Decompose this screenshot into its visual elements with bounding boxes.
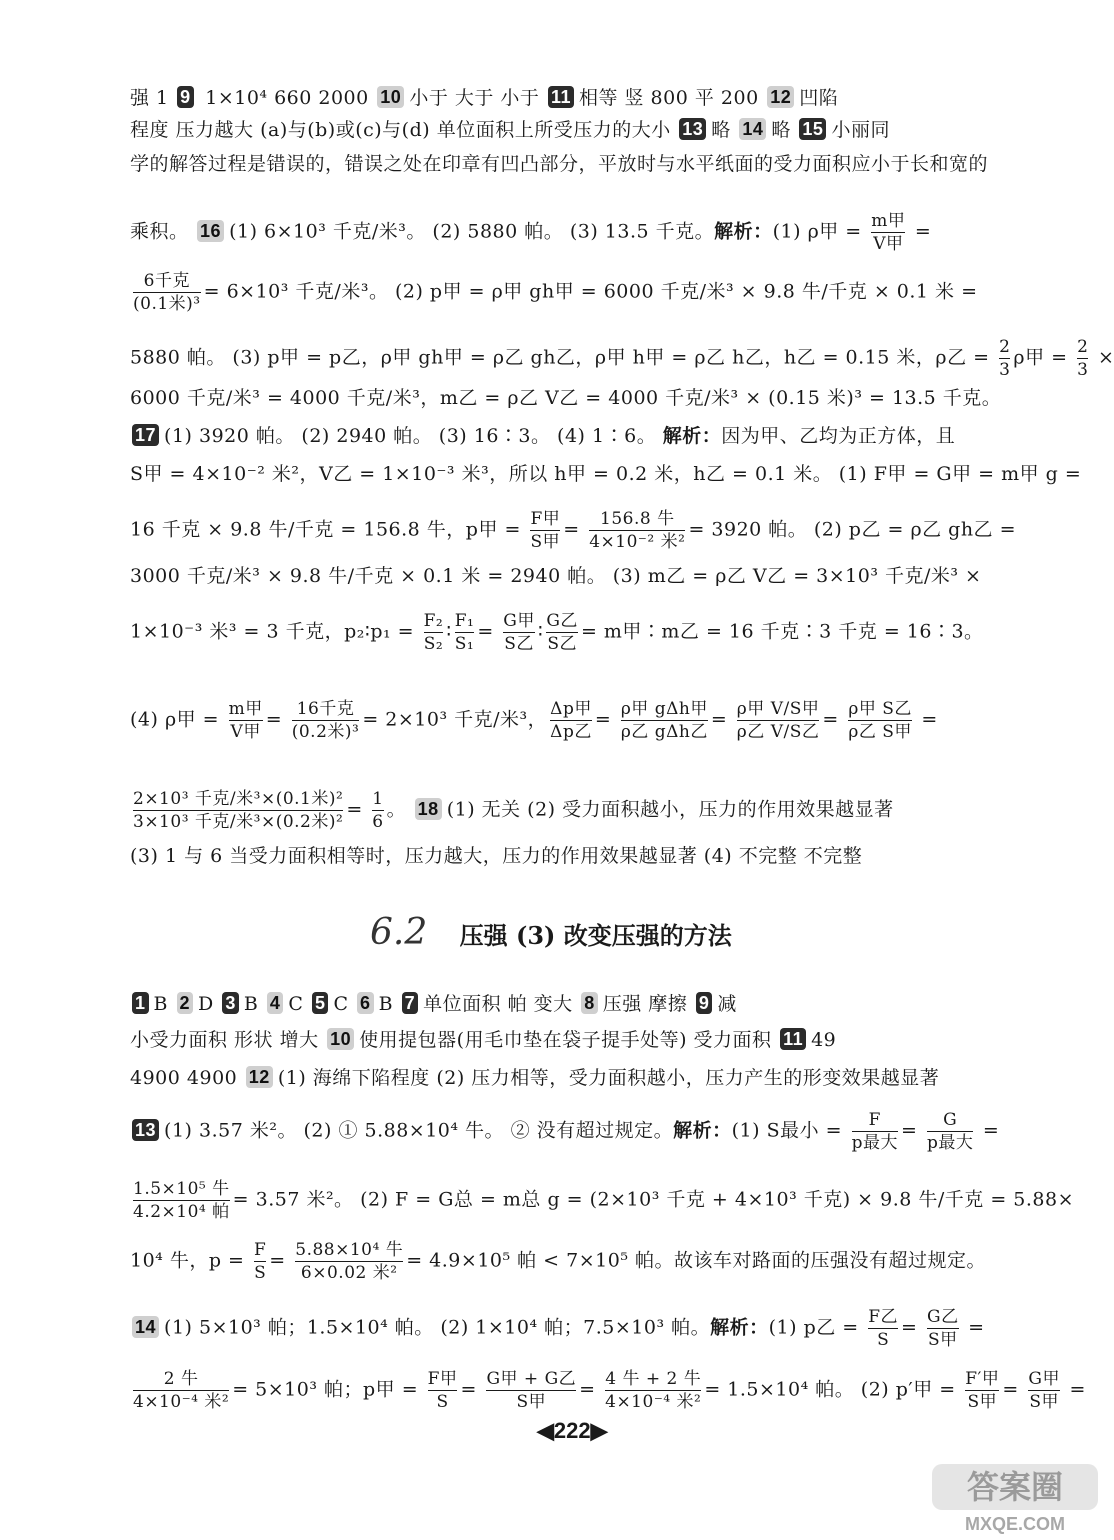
fraction	[868, 1306, 898, 1351]
text-run: 略	[771, 119, 798, 141]
text-run: C	[333, 993, 356, 1015]
text-line	[130, 508, 1015, 553]
text-run: 因为甲、乙均为正方体，且	[721, 425, 956, 447]
fraction-numerator: 1.5×10⁵ 牛	[133, 1179, 230, 1199]
fraction-numerator: 6千克	[143, 271, 190, 291]
fraction-denominator: S	[254, 1263, 267, 1283]
analysis-label: 解析：	[710, 1316, 769, 1339]
question-number-badge: 1	[132, 992, 149, 1014]
question-number-badge: 16	[197, 220, 224, 242]
text-run: (1) 3920 帕。 (2) 2940 帕。 (3) 16∶3。 (4) 1∶6。	[164, 425, 663, 447]
text-run: =	[908, 220, 932, 243]
page-number: ◀222▶	[537, 1418, 608, 1443]
text-line	[130, 698, 1015, 743]
fraction-denominator: S₂	[423, 634, 444, 654]
fraction-denominator: S甲	[530, 532, 561, 552]
text-run: =	[265, 708, 289, 731]
text-run: (3) 1 与 6 当受力面积相等时，压力越大，压力的作用效果越显著 (4) 不完整 不完整	[130, 845, 863, 867]
question-number-badge: 18	[415, 798, 442, 820]
fraction	[737, 698, 820, 743]
text-run: =	[901, 1316, 925, 1339]
fraction-denominator: 4.2×10⁴ 帕	[133, 1202, 230, 1222]
text-run: 单位面积 帕 变大	[423, 993, 580, 1015]
text-run: 5880 帕。 (3) p甲 = p乙，ρ甲 gh甲 = ρ乙 gh乙，ρ甲 h甲 = ρ乙 h乙，h乙 = 0.15 米，ρ乙 =	[130, 346, 997, 369]
fraction-numerator: G乙	[927, 1307, 959, 1327]
analysis-label: 解析：	[714, 220, 773, 243]
text-line	[130, 210, 1015, 255]
text-run: (1) 6×10³ 千克/米³。 (2) 5880 帕。 (3) 13.5 千克。	[229, 220, 715, 243]
text-run: 学的解答过程是错误的，错误之处在印章有凹凸部分，平放时与水平纸面的受力面积应小于长和宽的	[130, 153, 989, 175]
fraction-denominator: 4×10⁻⁴ 米²	[133, 1392, 230, 1412]
text-run: 凹陷	[799, 87, 839, 109]
fraction-numerator: 16千克	[296, 699, 355, 719]
text-run: 49	[811, 1029, 837, 1051]
question-number-badge: 17	[132, 424, 159, 446]
fraction-denominator: p最大	[926, 1133, 974, 1153]
fraction-denominator: 4×10⁻⁴ 米²	[605, 1392, 702, 1412]
fraction-numerator: G乙	[546, 611, 578, 631]
fraction	[424, 610, 444, 655]
fraction-denominator: S甲	[486, 1390, 576, 1413]
fraction-numerator: 156.8 牛	[600, 509, 675, 529]
text-run: 小于 大于 小于	[409, 87, 546, 109]
fraction	[546, 610, 578, 655]
fraction	[133, 270, 201, 315]
text-line	[130, 610, 1015, 655]
fraction	[1028, 1368, 1060, 1413]
fraction	[133, 1178, 230, 1223]
watermark-logo	[930, 1462, 1100, 1540]
text-line	[130, 1026, 1015, 1054]
watermark-bottom: MXQE.COM	[964, 1514, 1066, 1534]
text-run: ∶	[537, 620, 544, 643]
text-run: = 3.57 米²。 (2) F = G总 = m总 g = (2×10³ 千克 + 4×10³ 千克) × 9.8 牛/千克 = 5.88×	[232, 1188, 1075, 1211]
text-run: 4900 4900	[130, 1067, 244, 1089]
text-run: C	[288, 993, 310, 1015]
text-run: D	[198, 993, 221, 1015]
fraction-numerator: ρ甲 S乙	[848, 699, 912, 719]
text-run: = 4.9×10⁵ 帕 < 7×10⁵ 帕。故该车对路面的压强没有超过规定。	[406, 1249, 986, 1272]
text-run: B	[153, 993, 175, 1015]
fraction	[999, 336, 1010, 381]
text-line	[130, 562, 1015, 590]
text-run: = m甲∶m乙 = 16 千克∶3 千克 = 16∶3。	[580, 620, 984, 643]
fraction-denominator: S甲	[927, 1330, 958, 1350]
text-run: 6000 千克/米³ = 4000 千克/米³，m乙 = ρ乙 V乙 = 4000 千克/米³ × (0.15 米)³ = 13.5 千克。	[130, 387, 1002, 409]
fraction	[848, 698, 912, 743]
text-run: 10⁴ 牛，p =	[130, 1249, 251, 1272]
text-run: 。	[386, 798, 413, 821]
text-line	[130, 1239, 1015, 1284]
text-line	[130, 1368, 1086, 1413]
text-run: 程度 压力越大 (a)与(b)或(c)与(d) 单位面积上所受压力的大小	[130, 119, 678, 141]
text-run: 16 千克 × 9.8 牛/千克 = 156.8 牛，p甲 =	[130, 518, 528, 541]
fraction-denominator: (0.2米)³	[291, 722, 360, 742]
fraction	[871, 210, 905, 255]
text-run: ×	[1091, 346, 1114, 369]
fraction-denominator: p最大	[851, 1133, 898, 1153]
fraction-denominator: Δp乙	[550, 722, 592, 742]
text-run: 压强 摩擦	[602, 993, 694, 1015]
fraction-numerator: F₂	[423, 611, 444, 631]
text-run: B	[243, 993, 265, 1015]
text-run: ρ甲 =	[1013, 346, 1075, 369]
fraction-numerator: F	[868, 1110, 881, 1130]
text-line	[130, 788, 1015, 833]
text-run: ∶	[446, 620, 452, 643]
fraction-denominator: 3	[1077, 360, 1089, 380]
fraction	[927, 1306, 959, 1351]
fraction-numerator: F₁	[454, 611, 475, 631]
fraction-denominator: S乙	[547, 634, 577, 654]
text-run: (1) 海绵下陷程度 (2) 压力相等，受力面积越小，压力产生的形变效果越显著	[277, 1067, 940, 1089]
fraction	[927, 1109, 973, 1154]
fraction-denominator: ρ乙 V/S乙	[736, 722, 820, 742]
text-run: S甲 = 4×10⁻² 米²，V乙 = 1×10⁻³ 米³，所以 h甲 = 0.2 米，h乙 = 0.1 米。 (1) F甲 = G甲 = m甲 g =	[130, 463, 1082, 485]
question-number-badge: 2	[177, 992, 194, 1014]
analysis-label: 解析：	[673, 1119, 732, 1142]
analysis-label: 解析：	[662, 425, 722, 447]
question-number-badge: 9	[177, 86, 194, 108]
fraction-numerator: F乙	[868, 1307, 899, 1327]
text-run: =	[961, 1316, 985, 1339]
question-number-badge: 13	[679, 118, 706, 140]
fraction-denominator: V甲	[230, 722, 261, 742]
question-number-badge: 4	[267, 992, 284, 1014]
text-run: 乘积。	[130, 220, 196, 243]
fraction-numerator: G甲	[503, 611, 535, 631]
text-run: 3000 千克/米³ × 9.8 牛/千克 × 0.1 米 = 2940 帕。 (3) m乙 = ρ乙 V乙 = 3×10³ 千克/米³ ×	[130, 565, 982, 587]
fraction	[428, 1368, 458, 1413]
question-number-badge: 10	[377, 86, 404, 108]
fraction-numerator: ρ甲 gΔh甲	[620, 699, 708, 719]
text-run: =	[1062, 1378, 1086, 1401]
fraction-denominator: (0.1米)³	[133, 294, 201, 314]
fraction	[852, 1109, 898, 1154]
question-number-badge: 13	[132, 1119, 159, 1141]
text-run: = 3920 帕。 (2) p乙 = ρ乙 gh乙 =	[688, 518, 1017, 541]
page-number-value: 222	[553, 1418, 591, 1443]
fraction-denominator: V甲	[873, 234, 904, 254]
fraction	[621, 698, 708, 743]
text-run: 1×10⁴ 660 2000	[198, 87, 376, 109]
text-run: 减	[717, 993, 737, 1015]
text-run: 小丽同	[831, 119, 890, 141]
fraction-numerator: F	[254, 1240, 267, 1260]
section-title	[370, 912, 732, 953]
fraction	[965, 1368, 999, 1413]
text-run: =	[914, 708, 938, 731]
text-run: = 6×10³ 千克/米³。 (2) p甲 = ρ甲 gh甲 = 6000 千克/米³ × 9.8 牛/千克 × 0.1 米 =	[203, 280, 978, 303]
fraction-numerator: 1	[372, 789, 384, 809]
fraction	[229, 698, 263, 743]
fraction-numerator: G	[943, 1110, 958, 1130]
fraction-denominator: S甲	[965, 1390, 999, 1413]
fraction-denominator: 6×0.02 米²	[295, 1261, 403, 1284]
fraction	[503, 610, 535, 655]
fraction	[133, 788, 343, 833]
text-run: =	[477, 620, 501, 643]
text-run: B	[378, 993, 400, 1015]
text-line	[130, 336, 1114, 381]
fraction-numerator: G甲	[1028, 1369, 1060, 1389]
fraction-numerator: G甲 + G乙	[486, 1369, 577, 1389]
question-number-badge: 14	[132, 1316, 159, 1338]
text-run: =	[563, 518, 587, 541]
fraction-denominator: ρ乙 gΔh乙	[620, 722, 708, 742]
text-line	[130, 150, 1015, 178]
question-number-badge: 7	[402, 992, 419, 1014]
question-number-badge: 5	[312, 992, 329, 1014]
text-run: (1) 5×10³ 帕；1.5×10⁴ 帕。 (2) 1×10⁴ 帕；7.5×10³ 帕。	[164, 1316, 711, 1339]
question-number-badge: 15	[799, 118, 826, 140]
question-number-badge: 8	[581, 992, 598, 1014]
question-number-badge: 9	[696, 992, 713, 1014]
text-run: =	[976, 1119, 1000, 1142]
fraction-denominator: 3×10³ 千克/米³×(0.2米)²	[133, 812, 344, 832]
text-run: (1) 无关 (2) 受力面积越小，压力的作用效果越显著	[446, 798, 894, 821]
text-run: =	[710, 708, 734, 731]
fraction	[133, 1368, 229, 1413]
question-number-badge: 11	[548, 86, 574, 108]
question-number-badge: 11	[780, 1028, 806, 1050]
text-run: (1) ρ甲 =	[772, 220, 869, 243]
section-number: 6.2	[370, 912, 428, 953]
text-line	[130, 460, 1082, 488]
section-title-text: 压强 (3) 改变压强的方法	[459, 921, 732, 950]
fraction	[372, 788, 383, 833]
fraction-numerator: F′甲	[965, 1369, 1000, 1389]
text-run: (1) S最小 =	[731, 1119, 849, 1142]
fraction-denominator: S乙	[504, 634, 534, 654]
fraction-denominator: ρ乙 S甲	[848, 722, 912, 742]
text-line	[130, 1306, 1015, 1351]
text-run: 强 1	[130, 87, 176, 109]
text-run: 略	[711, 119, 738, 141]
text-line	[130, 1178, 1075, 1223]
fraction-denominator: 6	[372, 812, 384, 832]
fraction	[254, 1239, 266, 1284]
text-line	[130, 270, 1015, 315]
fraction-numerator: m甲	[228, 699, 263, 719]
fraction	[292, 698, 360, 743]
question-number-badge: 10	[327, 1028, 354, 1050]
text-run: = 2×10³ 千克/米³，	[362, 708, 548, 731]
text-line	[130, 116, 1015, 144]
text-run: = 5×10³ 帕；p甲 =	[232, 1378, 425, 1401]
text-run: (4) ρ甲 =	[130, 708, 226, 731]
fraction	[455, 610, 475, 655]
question-number-badge: 14	[739, 118, 766, 140]
fraction-denominator: S甲	[1029, 1392, 1059, 1412]
fraction-denominator: S₁	[454, 634, 475, 654]
text-run: = 1.5×10⁴ 帕。 (2) p′甲 =	[704, 1378, 963, 1401]
text-line	[130, 84, 1015, 112]
text-run: =	[269, 1249, 293, 1272]
fraction	[530, 508, 560, 553]
text-run: (1) 3.57 米²。 (2) ① 5.88×10⁴ 牛。 ② 没有超过规定。	[164, 1119, 674, 1142]
fraction	[589, 508, 685, 553]
fraction-numerator: 2	[1077, 337, 1089, 357]
fraction	[550, 698, 592, 743]
fraction-numerator: 2×10³ 千克/米³×(0.1米)²	[133, 789, 344, 809]
text-run: =	[460, 1378, 484, 1401]
text-run: =	[346, 798, 370, 821]
fraction-denominator: S	[428, 1390, 458, 1413]
text-line	[130, 384, 1015, 412]
fraction-denominator: S	[868, 1328, 898, 1351]
fraction-numerator: F甲	[530, 509, 561, 529]
text-run: 1×10⁻³ 米³ = 3 千克，p₂∶p₁ =	[130, 620, 421, 643]
text-line	[130, 422, 1015, 450]
text-line	[130, 1109, 1015, 1154]
text-line	[130, 990, 1015, 1018]
text-line	[130, 842, 1015, 870]
fraction-denominator: 4×10⁻² 米²	[589, 532, 686, 552]
fraction-numerator: ρ甲 V/S甲	[736, 699, 820, 719]
question-number-badge: 12	[246, 1066, 273, 1088]
text-run: 小受力面积 形状 增大	[130, 1029, 326, 1051]
text-run: =	[1002, 1378, 1026, 1401]
question-number-badge: 3	[222, 992, 239, 1014]
fraction-numerator: 2 牛	[163, 1369, 199, 1389]
fraction-numerator: F甲	[427, 1369, 458, 1389]
text-run: =	[822, 708, 846, 731]
question-number-badge: 6	[357, 992, 374, 1014]
text-run: (1) p乙 =	[768, 1316, 866, 1339]
fraction-numerator: 5.88×10⁴ 牛	[295, 1240, 404, 1260]
fraction-numerator: Δp甲	[550, 699, 592, 719]
fraction	[295, 1239, 403, 1284]
watermark-top: 答案圈	[966, 1468, 1064, 1506]
fraction-denominator: 3	[999, 360, 1011, 380]
fraction	[1077, 336, 1088, 381]
text-run: =	[901, 1119, 924, 1142]
fraction	[486, 1368, 576, 1413]
fraction	[605, 1368, 701, 1413]
text-run: 使用提包器(用毛巾垫在袋子提手处等) 受力面积	[359, 1029, 779, 1051]
fraction-numerator: 4 牛 + 2 牛	[605, 1369, 702, 1389]
fraction-numerator: 2	[999, 337, 1011, 357]
text-run: 相等 竖 800 平 200	[578, 87, 766, 109]
text-run: =	[594, 708, 618, 731]
question-number-badge: 12	[767, 86, 794, 108]
text-run: =	[579, 1378, 603, 1401]
text-line	[130, 1064, 1015, 1092]
fraction-numerator: m甲	[871, 211, 906, 231]
